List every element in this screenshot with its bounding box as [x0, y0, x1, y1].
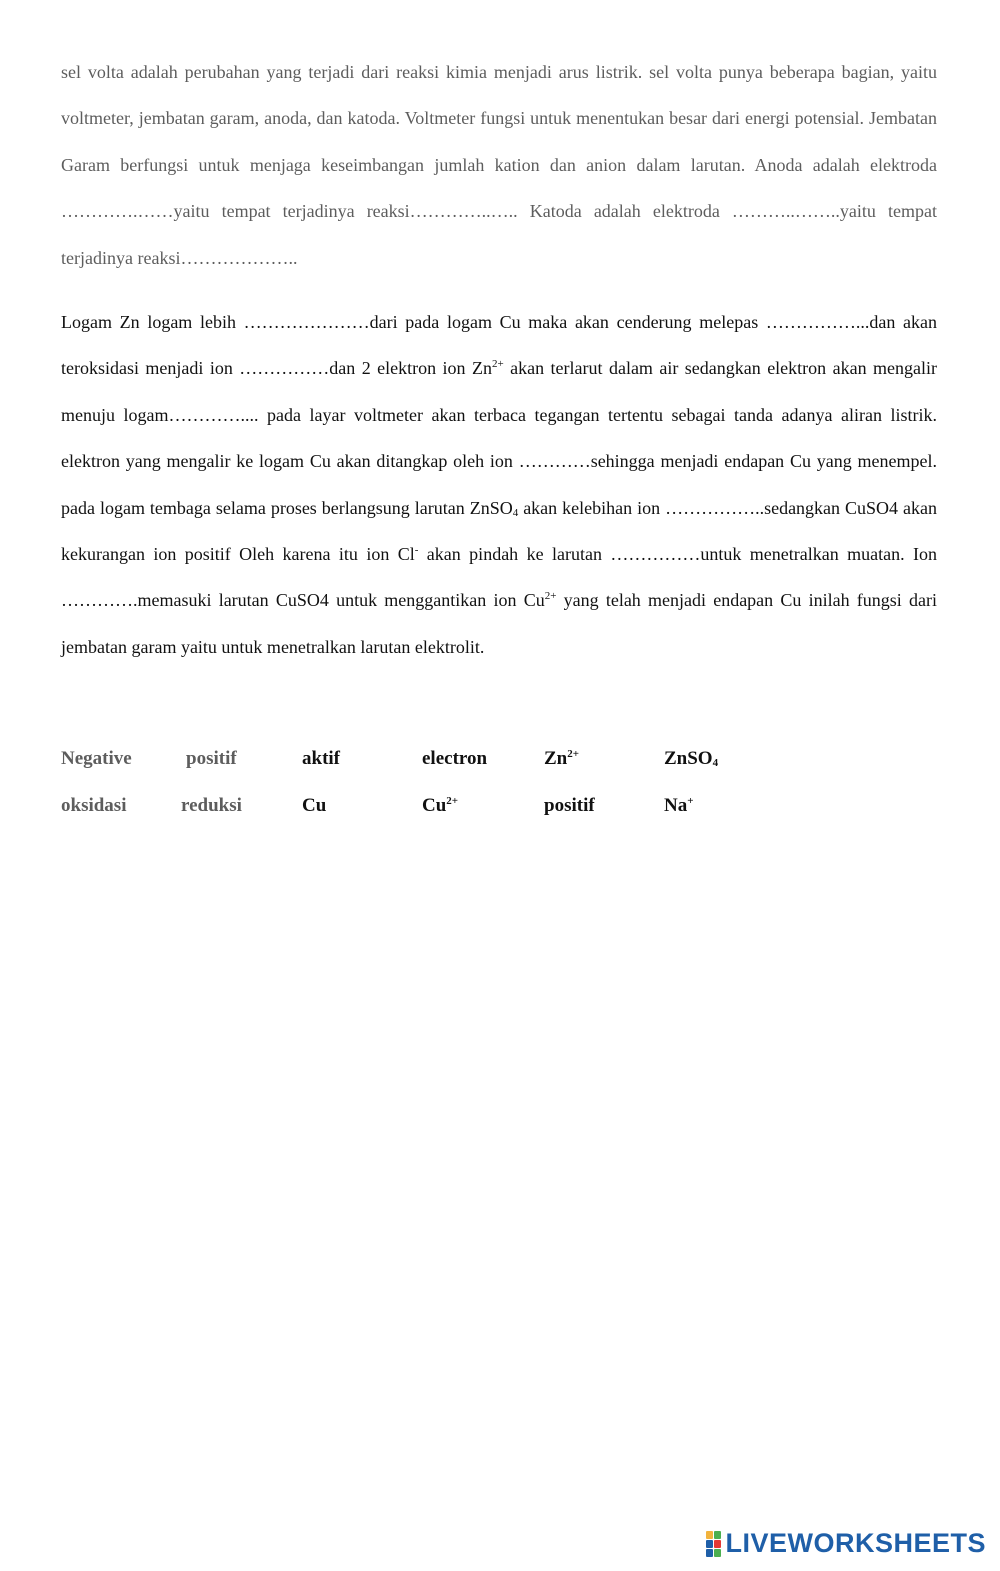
blank-4[interactable]: …………. [168, 404, 246, 425]
word-oksidasi[interactable]: oksidasi [61, 794, 127, 816]
blank-anoda-reaction[interactable]: …………..….. [409, 201, 518, 222]
logo-text: LIVEWORKSHEETS [725, 1528, 986, 1558]
word-base: Zn [544, 748, 568, 769]
text-segment: yaitu tempat terjadinya reaksi [61, 201, 937, 268]
word-base: Na [664, 794, 688, 816]
intro-paragraph [61, 49, 937, 281]
superscript: 2+ [567, 748, 580, 760]
superscript: - [414, 544, 419, 557]
logo-block [706, 1531, 713, 1539]
logo-block [706, 1549, 713, 1557]
logo-icon [706, 1531, 721, 1557]
word-na-plus[interactable] [664, 795, 694, 817]
blank-3[interactable]: …………… [239, 358, 330, 379]
text-segment: dari pada logam Cu maka akan cenderung melepas [369, 312, 766, 332]
logo-block [706, 1540, 713, 1548]
superscript: 2+ [544, 590, 557, 603]
subscript: 4 [512, 506, 519, 519]
text-segment: Katoda adalah elektroda [517, 201, 732, 222]
text-segment: yang telah menjadi endapan Cu inilah fungsi dari jembatan garam yaitu untuk menetralkan larutan elektrolit. [61, 590, 937, 657]
blank-2[interactable]: ……………... [765, 312, 870, 332]
word-cu[interactable]: Cu [302, 794, 327, 816]
text-segment: sehingga menjadi endapan Cu yang menempel. pada logam tembaga selama proses berlangsung larutan ZnSO [61, 451, 937, 518]
process-paragraph [61, 299, 937, 670]
blank-7[interactable]: …………… [610, 544, 701, 565]
word-base: ZnSO [664, 748, 713, 769]
superscript: 2+ [491, 358, 504, 371]
text-segment: ... pada layar voltmeter akan terbaca tegangan tertentu sebagai tanda adanya aliran listrik. elektron yang mengalir ke logam Cu akan ditangkap oleh ion [61, 404, 938, 472]
superscript: + [687, 794, 694, 807]
word-electron[interactable]: electron [422, 748, 488, 769]
text-segment: yaitu tempat terjadinya reaksi [173, 201, 410, 222]
text-segment: akan pindah ke larutan [418, 544, 611, 565]
word-reduksi[interactable]: reduksi [181, 794, 242, 816]
word-cu2plus[interactable] [422, 795, 458, 817]
text-segment: Logam Zn logam lebih [61, 312, 244, 332]
text-segment: akan kelebihan ion [518, 497, 666, 518]
text-segment: sedangkan CuSO4 akan kekurangan ion positif Oleh karena itu ion Cl [61, 497, 937, 565]
blank-katoda-reaction[interactable]: ……………….. [180, 247, 298, 268]
text-segment: memasuki larutan CuSO4 untuk menggantikan ion Cu [137, 590, 545, 611]
word-aktif[interactable]: aktif [302, 748, 340, 769]
blank-8[interactable]: …………. [61, 590, 138, 611]
liveworksheets-logo [706, 1528, 986, 1559]
logo-block [714, 1540, 721, 1548]
logo-block [714, 1531, 721, 1539]
blank-katoda[interactable]: ………..…….. [731, 201, 840, 222]
text-segment: sel volta adalah perubahan yang terjadi dari reaksi kimia menjadi arus listrik. sel volta punya beberapa bagian, yaitu voltmeter, jembatan garam, anoda, dan katoda. Voltmeter fungsi untuk menentukan besar dari energi potensial. Jembatan Garam berfungsi untuk menjaga keseimbangan jumlah kation dan anion dalam larutan. Anoda adalah elektroda [61, 62, 937, 175]
blank-1[interactable]: ………………… [243, 312, 370, 332]
logo-block [714, 1549, 721, 1557]
blank-anoda[interactable]: ………….…… [61, 201, 174, 222]
blank-5[interactable]: ………… [518, 451, 591, 472]
word-positif[interactable]: positif [186, 748, 237, 769]
subscript: 4 [712, 757, 719, 769]
text-segment: dan akan teroksidasi menjadi ion [61, 312, 938, 379]
word-znso4[interactable] [664, 748, 718, 770]
text-segment: akan terlarut dalam air sedangkan elektron akan mengalir menuju logam [61, 358, 937, 425]
word-positif-2[interactable]: positif [544, 794, 595, 816]
word-base: Cu [422, 794, 447, 816]
text-segment: dan 2 elektron ion Zn [329, 358, 492, 379]
word-zn2plus[interactable] [544, 748, 579, 770]
blank-6[interactable]: …………….. [665, 497, 765, 518]
word-negative[interactable]: Negative [61, 748, 132, 769]
superscript: 2+ [446, 794, 459, 807]
text-segment: untuk menetralkan muatan. Ion [700, 544, 937, 565]
